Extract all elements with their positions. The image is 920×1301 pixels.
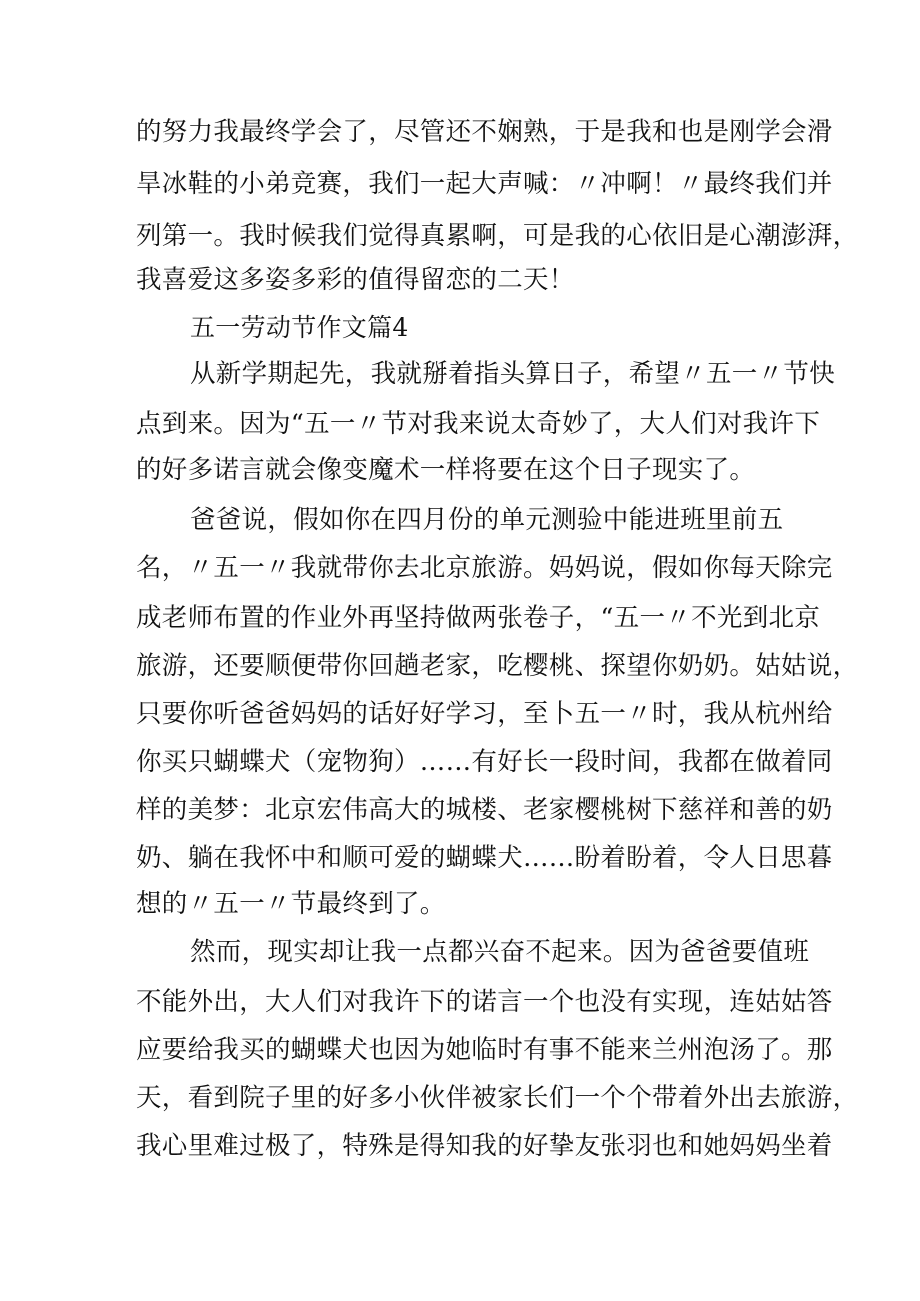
text-line: 不能外出，大人们对我许下的诺言一个也没有实现，连姑姑答 xyxy=(136,987,833,1017)
text-line: 爸爸说，假如你在四月份的单元测验中能进班里前五 xyxy=(190,505,784,535)
text-line: 我喜爱这多姿多彩的值得留恋的二天！ xyxy=(136,265,575,295)
text-line: 你买只蝴蝶犬（宠物狗）……有好长一段时间，我都在做着同 xyxy=(136,747,833,777)
text-line: 天，看到院子里的好多小伙伴被家长们一个个带着外出去旅游， xyxy=(136,1083,859,1113)
text-line: 然而，现实却让我一点都兴奋不起来。因为爸爸要值班 xyxy=(190,937,810,967)
text-line: 旱冰鞋的小弟竞赛，我们一起大声喊：〃冲啊！〃最终我们并 xyxy=(136,169,833,199)
text-line: 的好多诺言就会像变魔术一样将要在这个日子现实了。 xyxy=(136,455,756,485)
text-line: 奶、躺在我怀中和顺可爱的蝴蝶犬……盼着盼着，令人日思暮 xyxy=(136,843,833,873)
text-line: 旅游，还要顺便带你回趟老家，吃樱桃、探望你奶奶。姑姑说， xyxy=(136,651,859,681)
section-heading: 五一劳动节作文篇4 xyxy=(190,313,409,342)
text-line: 点到来。因为“五一〃节对我来说太奇妙了，大人们对我许下 xyxy=(136,409,821,439)
text-line: 的努力我最终学会了，尽管还不娴熟，于是我和也是刚学会滑 xyxy=(136,117,833,147)
text-line: 成老师布置的作业外再坚持做两张卷子，“五一〃不光到北京 xyxy=(136,603,821,633)
text-line: 列第一。我时候我们觉得真累啊，可是我的心依旧是心潮澎湃， xyxy=(136,221,859,251)
text-line: 只要你听爸爸妈妈的话好好学习，至卜五一〃时，我从杭州给 xyxy=(136,699,833,729)
text-line: 应要给我买的蝴蝶犬也因为她临时有事不能来兰州泡汤了。那 xyxy=(136,1035,833,1065)
text-line: 从新学期起先，我就掰着指头算日子，希望〃五一〃节快 xyxy=(190,359,836,389)
text-line: 我心里难过极了，特殊是得知我的好挚友张羽也和她妈妈坐着 xyxy=(136,1131,833,1161)
text-line: 想的〃五一〃节最终到了。 xyxy=(136,889,446,919)
text-line: 名，〃五一〃我就带你去北京旅游。妈妈说，假如你每天除完 xyxy=(136,553,833,583)
text-line: 样的美梦：北京宏伟高大的城楼、老家樱桃树下慈祥和善的奶 xyxy=(136,795,833,825)
